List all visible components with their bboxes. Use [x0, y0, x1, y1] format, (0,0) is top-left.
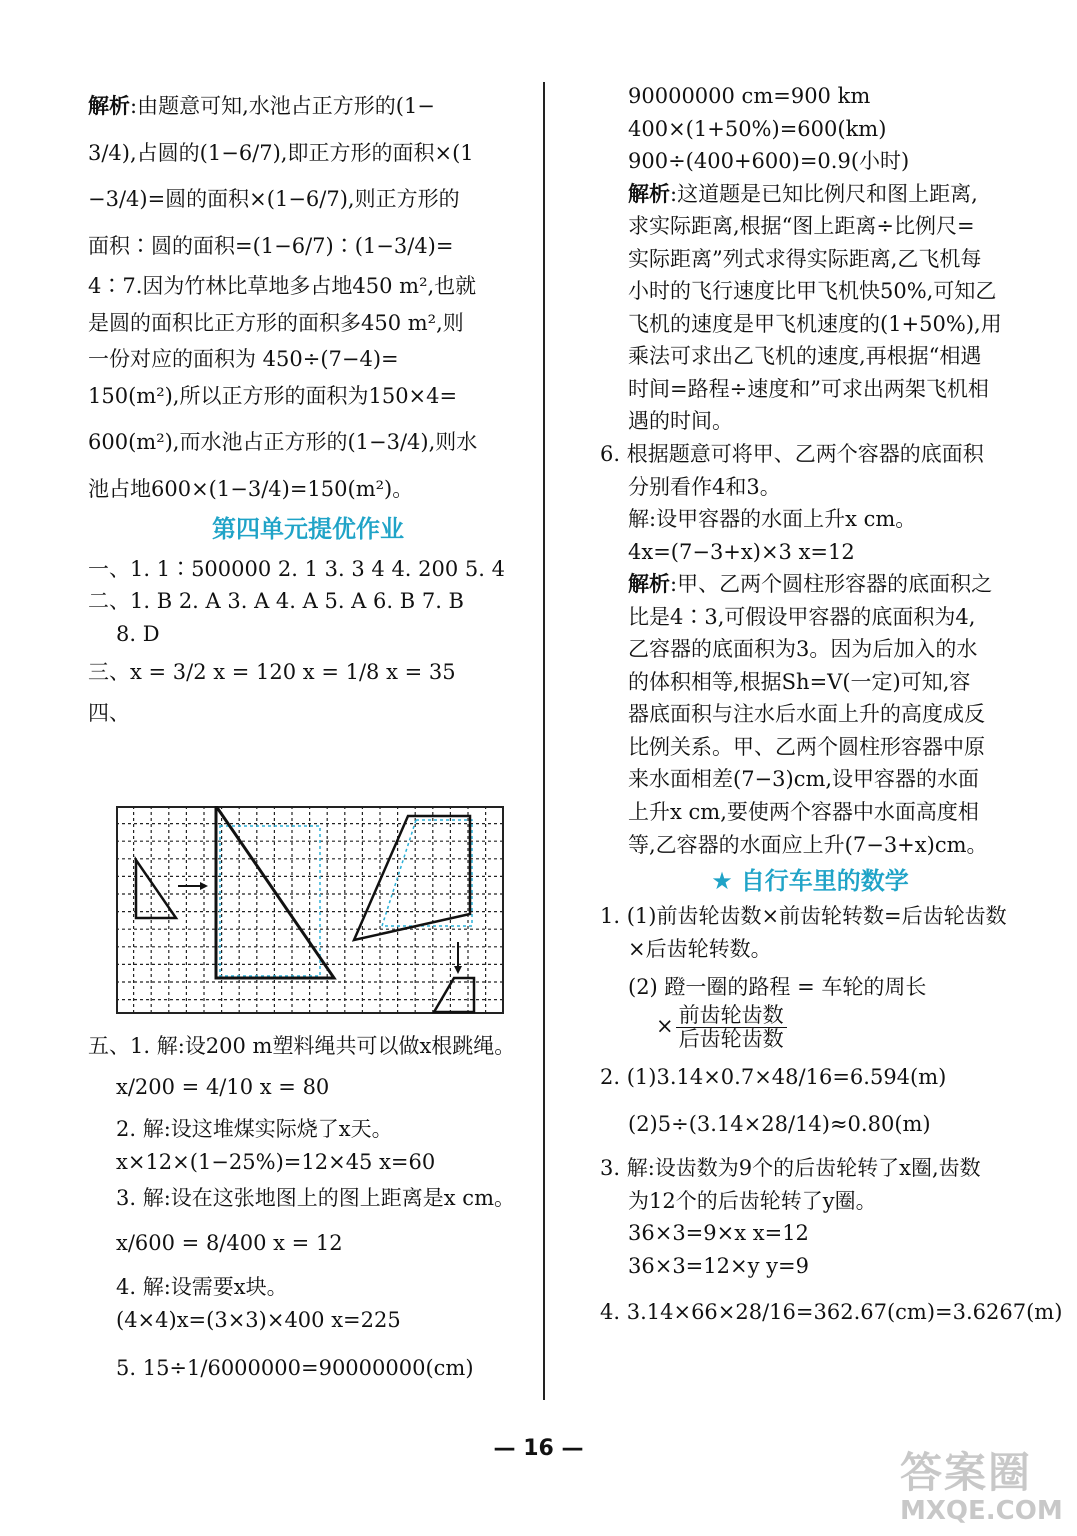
answer-q2-cont: 8. D — [116, 621, 160, 646]
answer-b3: 3. 解:设齿数为9个的后齿轮转了x圈,齿数 — [600, 1156, 981, 1181]
section-title-unit4: 第四单元提优作业 — [212, 515, 404, 544]
answer-b3-eq2: 36×3=12×y y=9 — [628, 1253, 809, 1278]
enlarged-triangle-hint — [220, 826, 320, 976]
answer-b3-eq1: 36×3=9×x x=12 — [628, 1221, 809, 1246]
para-line: 比例关系。甲、乙两个圆柱形容器中原 — [628, 734, 985, 759]
para-line: 面积∶圆的面积=(1−6/7)∶(1−3/4)= — [88, 233, 454, 258]
para-line: 3/4),占圆的(1−6/7),即正方形的面积×(1 — [88, 140, 474, 165]
grid-svg — [116, 806, 504, 1014]
para-line: 飞机的速度是甲飞机速度的(1+50%),用 — [628, 311, 1002, 336]
answer-b1: 1. (1)前齿轮齿数×前齿轮转数=后齿轮齿数 — [600, 904, 1007, 929]
answer-q5-2-eq: x×12×(1−25%)=12×45 x=60 — [116, 1149, 436, 1174]
answer-q5-3: 3. 解:设在这张地图上的图上距离是x cm。 — [116, 1186, 515, 1211]
para-line: 时间=路程÷速度和”可求出两架飞机相 — [628, 376, 989, 401]
para-line: 小时的飞行速度比甲飞机快50%,可知乙 — [628, 279, 997, 304]
analysis-label: 解析 — [88, 93, 130, 118]
answer-q6-equation: 4x=(7−3+x)×3 x=12 — [628, 539, 855, 564]
para-line: 的体积相等,根据Sh=V(一定)可知,容 — [628, 669, 971, 694]
answer-q6-solution: 解:设甲容器的水面上升x cm。 — [628, 507, 917, 532]
answer-q5-4: 4. 解:设需要x块。 — [116, 1275, 288, 1300]
answer-q2: 二、1. B 2. A 3. A 4. A 5. A 6. B 7. B — [88, 589, 464, 614]
para-line: 乘法可求出乙飞机的速度,再根据“相遇 — [628, 344, 982, 369]
para-line: 遇的时间。 — [628, 409, 733, 434]
star-icon: ★ — [711, 867, 733, 896]
answer-b1-2: (2) 蹬一圈的路程 = 车轮的周长 — [628, 975, 927, 1000]
answer-b4: 4. 3.14×66×28/16=362.67(cm)=3.6267(m) — [600, 1300, 1063, 1325]
para-line: −3/4)=圆的面积×(1−6/7),则正方形的 — [88, 187, 460, 212]
answer-b2-2: (2)5÷(3.14×28/14)≈0.80(m) — [628, 1111, 931, 1136]
answer-q5-2: 2. 解:设这堆煤实际烧了x天。 — [116, 1117, 393, 1142]
para-line: 上升x cm,要使两个容器中水面高度相 — [628, 800, 979, 825]
para-line: 求实际距离,根据“图上距离÷比例尺= — [628, 214, 975, 239]
answer-q5-4-eq: (4×4)x=(3×3)×400 x=225 — [116, 1307, 401, 1332]
small-triangle — [136, 860, 176, 918]
analysis-label: 解析 — [628, 180, 670, 206]
para-line: 4∶7.因为竹林比草地多占地450 m²,也就 — [88, 274, 477, 299]
enlarged-triangle — [216, 806, 334, 978]
left-column — [88, 90, 528, 729]
para-line: 600(m²),而水池占正方形的(1−3/4),则水 — [88, 430, 478, 455]
answer-b1-2-fraction: × $\frac{\text{前齿轮齿数}}{\text{后齿轮齿数}}$ — [600, 1004, 1020, 1051]
answer-b2: 2. (1)3.14×0.7×48/16=6.594(m) — [600, 1065, 947, 1090]
answer-q4-label: 四、 — [88, 700, 130, 725]
column-divider — [543, 82, 545, 1400]
watermark-url: MXQE.COM — [900, 1496, 1063, 1526]
para-line: 解析:这道题是已知比例尺和图上距离, — [628, 180, 978, 206]
para-line: 解析:甲、乙两个圆柱形容器的底面积之 — [628, 571, 993, 597]
section-title-bicycle: ★ 自行车里的数学 — [711, 867, 909, 896]
calc-line: 900÷(400+600)=0.9(小时) — [628, 149, 910, 174]
para-line: 器底面积与注水后水面上升的高度成反 — [628, 702, 985, 727]
para-line: 150(m²),所以正方形的面积为150×4= — [88, 383, 458, 408]
watermark-logo — [900, 1440, 1063, 1530]
answer-q5-5: 5. 15÷1/6000000=90000000(cm) — [116, 1356, 474, 1381]
calc-line: 90000000 cm=900 km — [628, 84, 871, 108]
answer-q3: 三、x = 3/2 x = 120 x = 1/8 x = 35 — [88, 660, 456, 685]
para-line: 乙容器的底面积为3。因为后加入的水 — [628, 637, 978, 662]
answer-b3-cont: 为12个的后齿轮转了y圈。 — [628, 1188, 877, 1213]
para-line: 来水面相差(7−3)cm,设甲容器的水面 — [628, 767, 980, 792]
right-column — [600, 80, 1063, 1329]
para-line: 是圆的面积比正方形的面积多450 m²,则 — [88, 310, 464, 335]
page-number: — 16 — — [493, 1436, 584, 1461]
answer-q6: 6. 根据题意可将甲、乙两个容器的底面积 — [600, 442, 984, 467]
para-line: 解析:由题意可知,水池占正方形的(1− — [88, 93, 435, 118]
para-line: 等,乙容器的水面应上升(7−3+x)cm。 — [628, 832, 988, 857]
para-line: 池占地600×(1−3/4)=150(m²)。 — [88, 476, 414, 501]
gear-ratio-fraction: $\frac{\text{前齿轮齿数}}{\text{后齿轮齿数}}$ — [676, 1004, 787, 1051]
para-line: 一份对应的面积为 450÷(7−4)= — [88, 347, 399, 372]
transformation-grid-figure — [116, 806, 504, 1014]
answer-q5-1: 五、1. 解:设200 m塑料绳共可以做x根跳绳。 — [88, 1034, 516, 1058]
answer-q1: 一、1. 1∶500000 2. 1 3. 3 4 4. 200 5. 4 — [88, 556, 505, 581]
watermark-logo-text: 答案圈 — [900, 1448, 1033, 1497]
answer-q5-1-eq: x/200 = 4/10 x = 80 — [116, 1074, 330, 1099]
para-line: 实际距离”列式求得实际距离,乙飞机每 — [628, 246, 982, 271]
answer-q5-3-eq: x/600 = 8/400 x = 12 — [116, 1230, 343, 1255]
arrow-head — [200, 882, 208, 890]
analysis-label: 解析 — [628, 571, 670, 597]
answer-q6-cont: 分别看作4和3。 — [628, 474, 781, 499]
trapezoid-hint — [382, 820, 472, 926]
down-arrow-head — [454, 966, 462, 974]
answer-b1-cont: ×后齿轮转数。 — [628, 936, 772, 961]
para-line: 比是4∶3,可假设甲容器的底面积为4, — [628, 604, 976, 629]
calc-line: 400×(1+50%)=600(km) — [628, 116, 887, 141]
left-column-part2 — [88, 1030, 528, 1385]
